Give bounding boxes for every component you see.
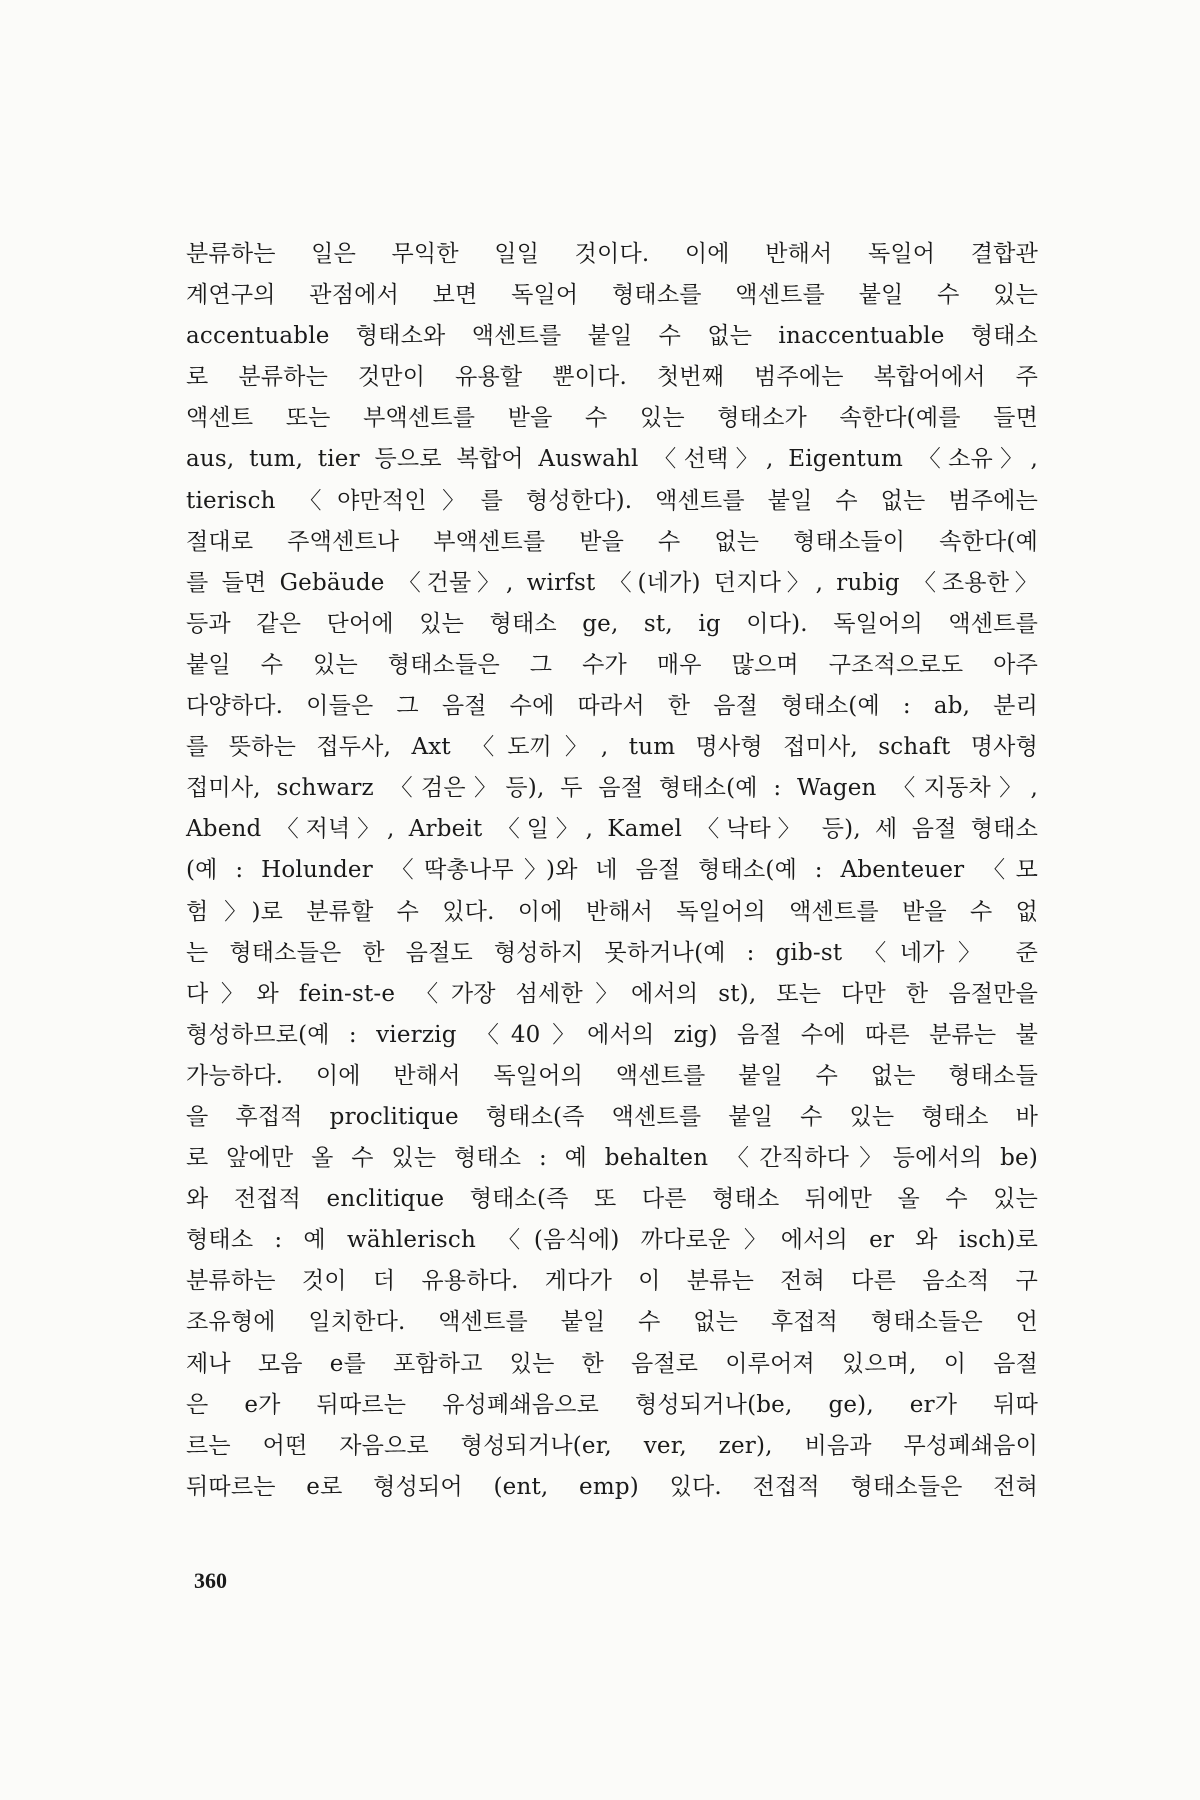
text-line: tierisch 〈야만적인〉를 형성한다). 액센트를 붙일 수 없는 범주에는: [186, 487, 1038, 514]
text-line: 와 전접적 enclitique 형태소(즉 또 다른 형태소 뒤에만 올 수 있는: [186, 1186, 1038, 1213]
text-line: 형성하므로(예 : vierzig 〈40〉에서의 zig) 음절 수에 따른 분류는 불: [186, 1021, 1038, 1048]
text-line: 계연구의 관점에서 보면 독일어 형태소를 액센트를 붙일 수 있는: [186, 282, 1038, 309]
text-line: accentuable 형태소와 액센트를 붙일 수 없는 inaccentuable 형태소: [186, 323, 1038, 350]
text-line: 붙일 수 있는 형태소들은 그 수가 매우 많으며 구조적으로도 아주: [186, 651, 1038, 678]
text-line: 다양하다. 이들은 그 음절 수에 따라서 한 음절 형태소(예 : ab, 분리: [186, 693, 1038, 720]
text-line: 험〉)로 분류할 수 있다. 이에 반해서 독일어의 액센트를 받을 수 없: [186, 898, 1038, 925]
text-line: 제나 모음 e를 포함하고 있는 한 음절로 이루어져 있으며, 이 음절: [186, 1350, 1038, 1377]
text-line: aus, tum, tier 등으로 복합어 Auswahl 〈선택〉, Eigentum 〈소유〉,: [186, 446, 1038, 473]
text-line: 가능하다. 이에 반해서 독일어의 액센트를 붙일 수 없는 형태소들: [186, 1062, 1038, 1089]
text-line: 절대로 주액센트나 부액센트를 받을 수 없는 형태소들이 속한다(예: [186, 528, 1038, 555]
body-text: [186, 234, 1038, 1508]
text-line: 분류하는 일은 무익한 일일 것이다. 이에 반해서 독일어 결합관: [186, 241, 1038, 267]
text-line: (예 : Holunder 〈딱총나무〉)와 네 음절 형태소(예 : Abenteuer 〈모: [186, 857, 1038, 884]
text-line: 를 들면 Gebäude 〈건물〉, wirfst 〈(네가) 던지다〉, rubig 〈조용한〉: [186, 569, 1038, 596]
text-line: 로 앞에만 올 수 있는 형태소 : 예 behalten 〈간직하다〉등에서의 be): [186, 1145, 1038, 1172]
text-line: 은 e가 뒤따르는 유성폐쇄음으로 형성되거나(be, ge), er가 뒤따: [186, 1391, 1038, 1418]
text-line: 를 뜻하는 접두사, Axt 〈도끼〉, tum 명사형 접미사, schaft 명사형: [186, 734, 1038, 761]
text-line: 르는 어떤 자음으로 형성되거나(er, ver, zer), 비음과 무성폐쇄음이: [186, 1432, 1038, 1459]
text-line: 형태소 : 예 wählerisch 〈(음식에) 까다로운〉에서의 er 와 isch)로: [186, 1227, 1038, 1254]
page-number: 360: [194, 1568, 227, 1593]
text-line: 로 분류하는 것만이 유용할 뿐이다. 첫번째 범주에는 복합어에서 주: [186, 364, 1038, 391]
text-line: 액센트 또는 부액센트를 받을 수 있는 형태소가 속한다(예를 들면: [186, 405, 1038, 432]
text-line: 조유형에 일치한다. 액센트를 붙일 수 없는 후접적 형태소들은 언: [186, 1309, 1038, 1336]
text-line: 등과 같은 단어에 있는 형태소 ge, st, ig 이다). 독일어의 액센트를: [186, 610, 1038, 637]
text-line: Abend 〈저녁〉, Arbeit 〈일〉, Kamel 〈낙타〉 등), 세 음절 형태소: [186, 816, 1038, 843]
text-line: 뒤따르는 e로 형성되어 (ent, emp) 있다. 전접적 형태소들은 전혀: [186, 1473, 1038, 1500]
text-line: 분류하는 것이 더 유용하다. 게다가 이 분류는 전혀 다른 음소적 구: [186, 1268, 1038, 1295]
text-line: 다〉와 fein-st-e 〈가장 섬세한〉에서의 st), 또는 다만 한 음절만을: [186, 980, 1038, 1007]
text-line: 는 형태소들은 한 음절도 형성하지 못하거나(예 : gib-st 〈네가〉 준: [186, 939, 1038, 966]
text-line: 을 후접적 proclitique 형태소(즉 액센트를 붙일 수 있는 형태소 바: [186, 1103, 1038, 1130]
text-line: 접미사, schwarz 〈검은〉등), 두 음절 형태소(예 : Wagen 〈지동차〉,: [186, 775, 1038, 802]
